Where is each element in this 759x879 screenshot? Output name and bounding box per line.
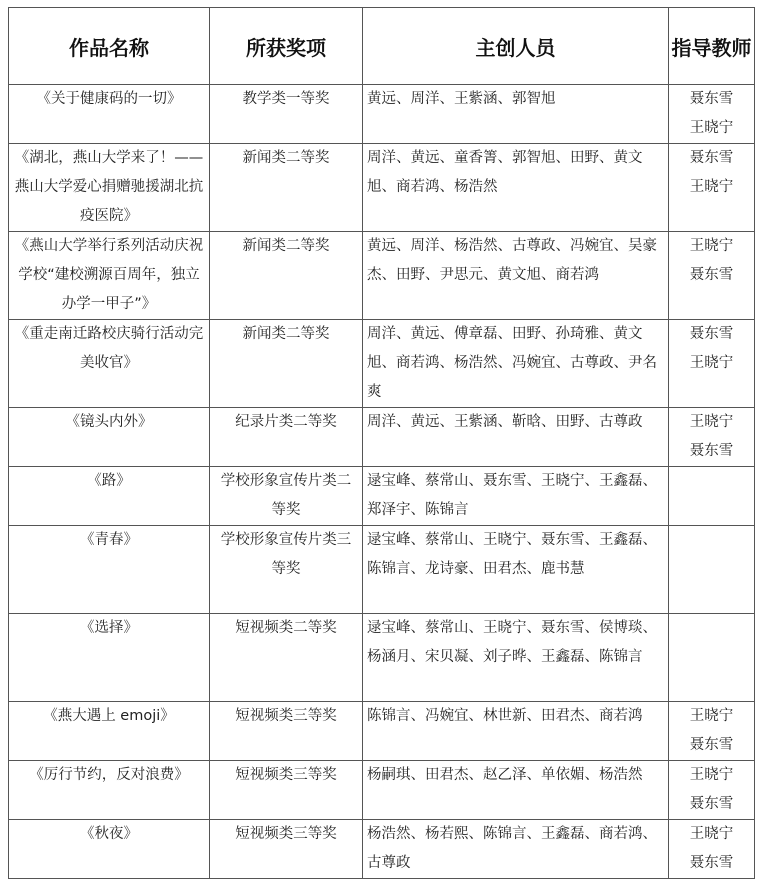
teacher-name: 聂东雪 <box>689 855 734 871</box>
teacher-name: 王晓宁 <box>689 826 734 842</box>
teacher-name: 聂东雪 <box>689 737 734 753</box>
work-title: 《关于健康码的一切》 <box>9 85 210 144</box>
teacher-cell <box>669 761 755 820</box>
teacher-name: 聂东雪 <box>689 796 734 812</box>
members-list: 周洋、黄远、童香箐、郭智旭、田野、黄文旭、商若鸿、杨浩然 <box>363 144 669 232</box>
table-row <box>9 467 755 526</box>
teacher-name: 王晓宁 <box>689 120 734 136</box>
members-list: 周洋、黄远、傅章磊、田野、孙琦雅、黄文旭、商若鸿、杨浩然、冯婉宜、古尊政、尹名爽 <box>363 320 669 408</box>
teacher-cell <box>669 320 755 408</box>
work-title: 《燕山大学举行系列活动庆祝学校“建校溯源百周年，独立办学一甲子”》 <box>9 232 210 320</box>
award-name: 新闻类二等奖 <box>210 320 363 408</box>
table-row <box>9 820 755 879</box>
work-title: 《厉行节约，反对浪费》 <box>9 761 210 820</box>
work-title: 《重走南迁路校庆骑行活动完美收官》 <box>9 320 210 408</box>
teacher-name: 王晓宁 <box>689 238 734 254</box>
header-teacher: 指导教师 <box>669 8 755 85</box>
table-row <box>9 85 755 144</box>
teacher-name: 聂东雪 <box>689 326 734 342</box>
award-table <box>8 7 755 879</box>
work-title: 《秋夜》 <box>9 820 210 879</box>
teacher-name: 王晓宁 <box>689 767 734 783</box>
award-name: 短视频类三等奖 <box>210 761 363 820</box>
table-row <box>9 232 755 320</box>
members-list: 逯宝峰、蔡常山、聂东雪、王晓宁、王鑫磊、郑泽宇、陈锦言 <box>363 467 669 526</box>
teacher-cell <box>669 85 755 144</box>
teacher-cell <box>669 526 755 614</box>
members-list: 陈锦言、冯婉宜、林世新、田君杰、商若鸿 <box>363 702 669 761</box>
members-list: 逯宝峰、蔡常山、王晓宁、聂东雪、侯博琰、杨涵月、宋贝凝、刘子晔、王鑫磊、陈锦言 <box>363 614 669 702</box>
header-members: 主创人员 <box>363 8 669 85</box>
award-name: 学校形象宣传片类三等奖 <box>210 526 363 614</box>
members-list: 逯宝峰、蔡常山、王晓宁、聂东雪、王鑫磊、陈锦言、龙诗豪、田君杰、鹿书慧 <box>363 526 669 614</box>
work-title: 《燕大遇上 emoji》 <box>9 702 210 761</box>
members-list: 周洋、黄远、王紫涵、靳晗、田野、古尊政 <box>363 408 669 467</box>
teacher-name: 王晓宁 <box>689 708 734 724</box>
table-row <box>9 614 755 702</box>
teacher-cell <box>669 614 755 702</box>
work-title: 《选择》 <box>9 614 210 702</box>
award-name: 短视频类二等奖 <box>210 614 363 702</box>
teacher-cell <box>669 467 755 526</box>
teacher-name: 王晓宁 <box>689 179 734 195</box>
teacher-name: 聂东雪 <box>689 267 734 283</box>
header-award: 所获奖项 <box>210 8 363 85</box>
award-name: 教学类一等奖 <box>210 85 363 144</box>
teacher-cell <box>669 408 755 467</box>
teacher-cell <box>669 702 755 761</box>
teacher-cell <box>669 820 755 879</box>
award-name: 学校形象宣传片类二等奖 <box>210 467 363 526</box>
members-list: 杨嗣琪、田君杰、赵乙泽、单依媚、杨浩然 <box>363 761 669 820</box>
members-list: 黄远、周洋、杨浩然、古尊政、冯婉宜、吴豪杰、田野、尹思元、黄文旭、商若鸿 <box>363 232 669 320</box>
award-name: 短视频类三等奖 <box>210 820 363 879</box>
teacher-cell <box>669 232 755 320</box>
teacher-name: 聂东雪 <box>689 150 734 166</box>
table-row <box>9 761 755 820</box>
table-row <box>9 526 755 614</box>
table-row <box>9 702 755 761</box>
header-work: 作品名称 <box>9 8 210 85</box>
table-row <box>9 408 755 467</box>
header-row <box>9 8 755 85</box>
award-name: 短视频类三等奖 <box>210 702 363 761</box>
teacher-name: 王晓宁 <box>689 355 734 371</box>
teacher-name: 聂东雪 <box>689 443 734 459</box>
teacher-name: 聂东雪 <box>689 91 734 107</box>
work-title: 《湖北，燕山大学来了！——燕山大学爱心捐赠驰援湖北抗疫医院》 <box>9 144 210 232</box>
table-row <box>9 144 755 232</box>
award-name: 新闻类二等奖 <box>210 144 363 232</box>
teacher-cell <box>669 144 755 232</box>
work-title: 《镜头内外》 <box>9 408 210 467</box>
work-title: 《青春》 <box>9 526 210 614</box>
table-row <box>9 320 755 408</box>
teacher-name: 王晓宁 <box>689 414 734 430</box>
work-title: 《路》 <box>9 467 210 526</box>
award-name: 新闻类二等奖 <box>210 232 363 320</box>
award-name: 纪录片类二等奖 <box>210 408 363 467</box>
members-list: 杨浩然、杨若熙、陈锦言、王鑫磊、商若鸿、古尊政 <box>363 820 669 879</box>
members-list: 黄远、周洋、王紫涵、郭智旭 <box>363 85 669 144</box>
